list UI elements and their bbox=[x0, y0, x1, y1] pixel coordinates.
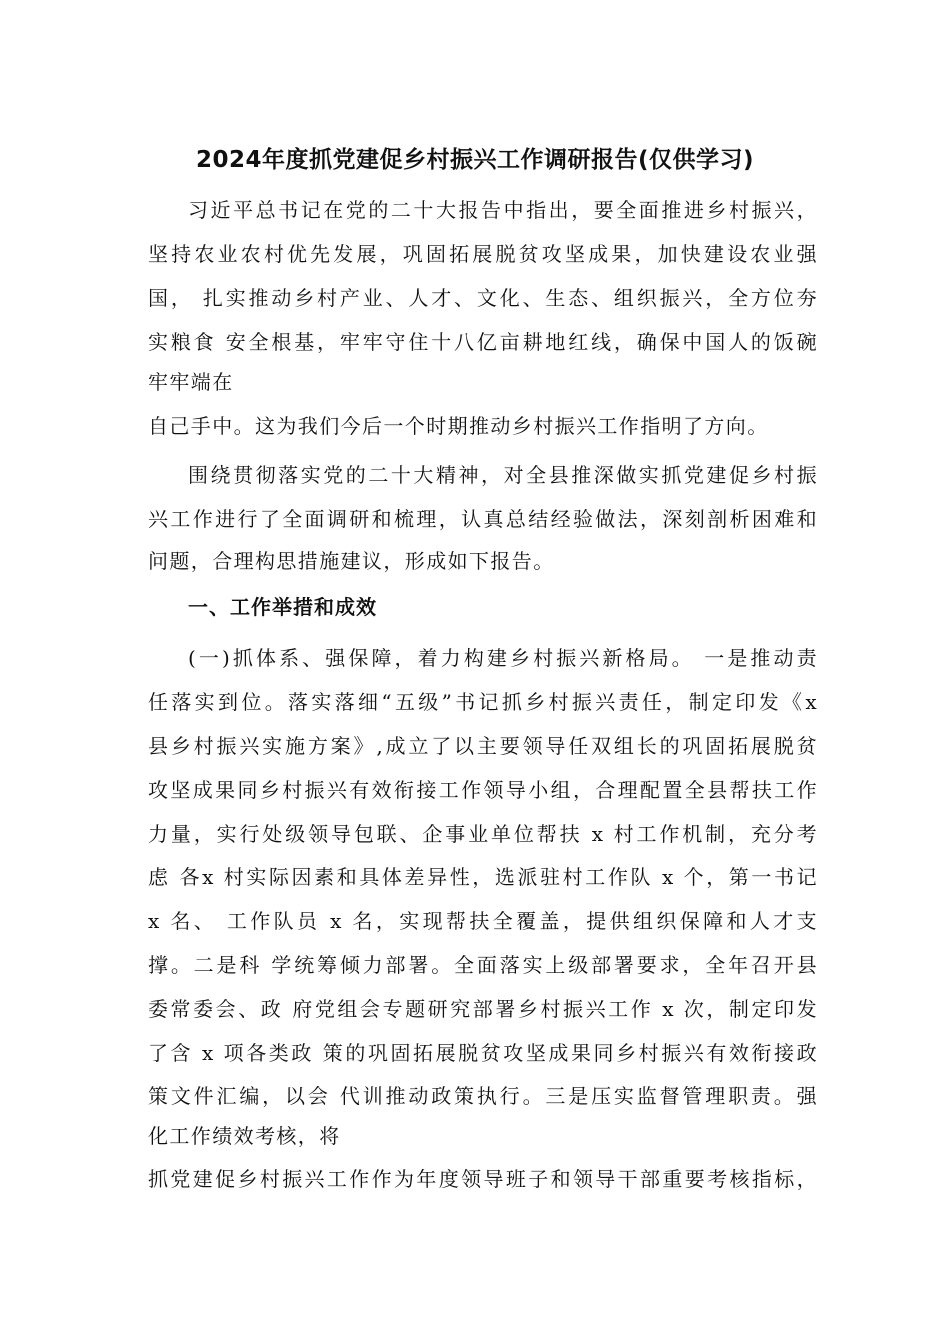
paragraph-line: 策文件汇编，以会 代训推动政策执行。三是压实监督管理职责。强 bbox=[148, 1084, 818, 1108]
paragraph-line: 抓党建促乡村振兴工作作为年度领导班子和领导干部重要考核指标， bbox=[148, 1167, 818, 1191]
paragraph-line: (一)抓体系、强保障，着力构建乡村振兴新格局。 一是推动责 bbox=[188, 646, 818, 670]
paragraph-line: 虑 各x 村实际因素和具体差异性，选派驻村工作队 x 个，第一书记 bbox=[148, 865, 818, 889]
paragraph-line: 县乡村振兴实施方案》,成立了以主要领导任双组长的巩固拓展脱贫 bbox=[148, 734, 818, 758]
document-title: 2024年度抓党建促乡村振兴工作调研报告(仅供学习) bbox=[195, 147, 755, 173]
paragraph-line: 牢牢端在 bbox=[148, 370, 234, 394]
paragraph-line: 坚持农业农村优先发展，巩固拓展脱贫攻坚成果，加快建设农业强 bbox=[148, 242, 818, 266]
paragraph-line: 问题，合理构思措施建议，形成如下报告。 bbox=[148, 549, 555, 573]
paragraph-line: 化工作绩效考核，将 bbox=[148, 1124, 341, 1148]
section-heading: 一、工作举措和成效 bbox=[188, 595, 377, 619]
paragraph-line: 围绕贯彻落实党的二十大精神，对全县推深做实抓党建促乡村振 bbox=[188, 463, 818, 487]
paragraph-line: x 名、 工作队员 x 名，实现帮扶全覆盖，提供组织保障和人才支 bbox=[148, 909, 818, 933]
paragraph-line: 攻坚成果同乡村振兴有效衔接工作领导小组，合理配置全县帮扶工作 bbox=[148, 778, 818, 802]
paragraph-line: 了含 x 项各类政 策的巩固拓展脱贫攻坚成果同乡村振兴有效衔接政 bbox=[148, 1041, 818, 1065]
paragraph-line: 国， 扎实推动乡村产业、人才、文化、生态、组织振兴，全方位夯 bbox=[148, 286, 818, 310]
paragraph-line: 委常委会、政 府党组会专题研究部署乡村振兴工作 x 次，制定印发 bbox=[148, 997, 818, 1021]
paragraph-line: 兴工作进行了全面调研和梳理，认真总结经验做法，深刻剖析困难和 bbox=[148, 507, 818, 531]
paragraph-line: 任落实到位。落实落细“五级”书记抓乡村振兴责任，制定印发《x bbox=[148, 690, 818, 714]
paragraph-line: 自己手中。这为我们今后一个时期推动乡村振兴工作指明了方向。 bbox=[148, 414, 769, 438]
paragraph-line: 力量，实行处级领导包联、企事业单位帮扶 x 村工作机制，充分考 bbox=[148, 822, 818, 846]
paragraph-line: 撑。二是科 学统筹倾力部署。全面落实上级部署要求，全年召开县 bbox=[148, 953, 818, 977]
paragraph-line: 习近平总书记在党的二十大报告中指出，要全面推进乡村振兴， bbox=[188, 198, 818, 222]
paragraph-line: 实粮食 安全根基，牢牢守住十八亿亩耕地红线，确保中国人的饭碗 bbox=[148, 330, 818, 354]
